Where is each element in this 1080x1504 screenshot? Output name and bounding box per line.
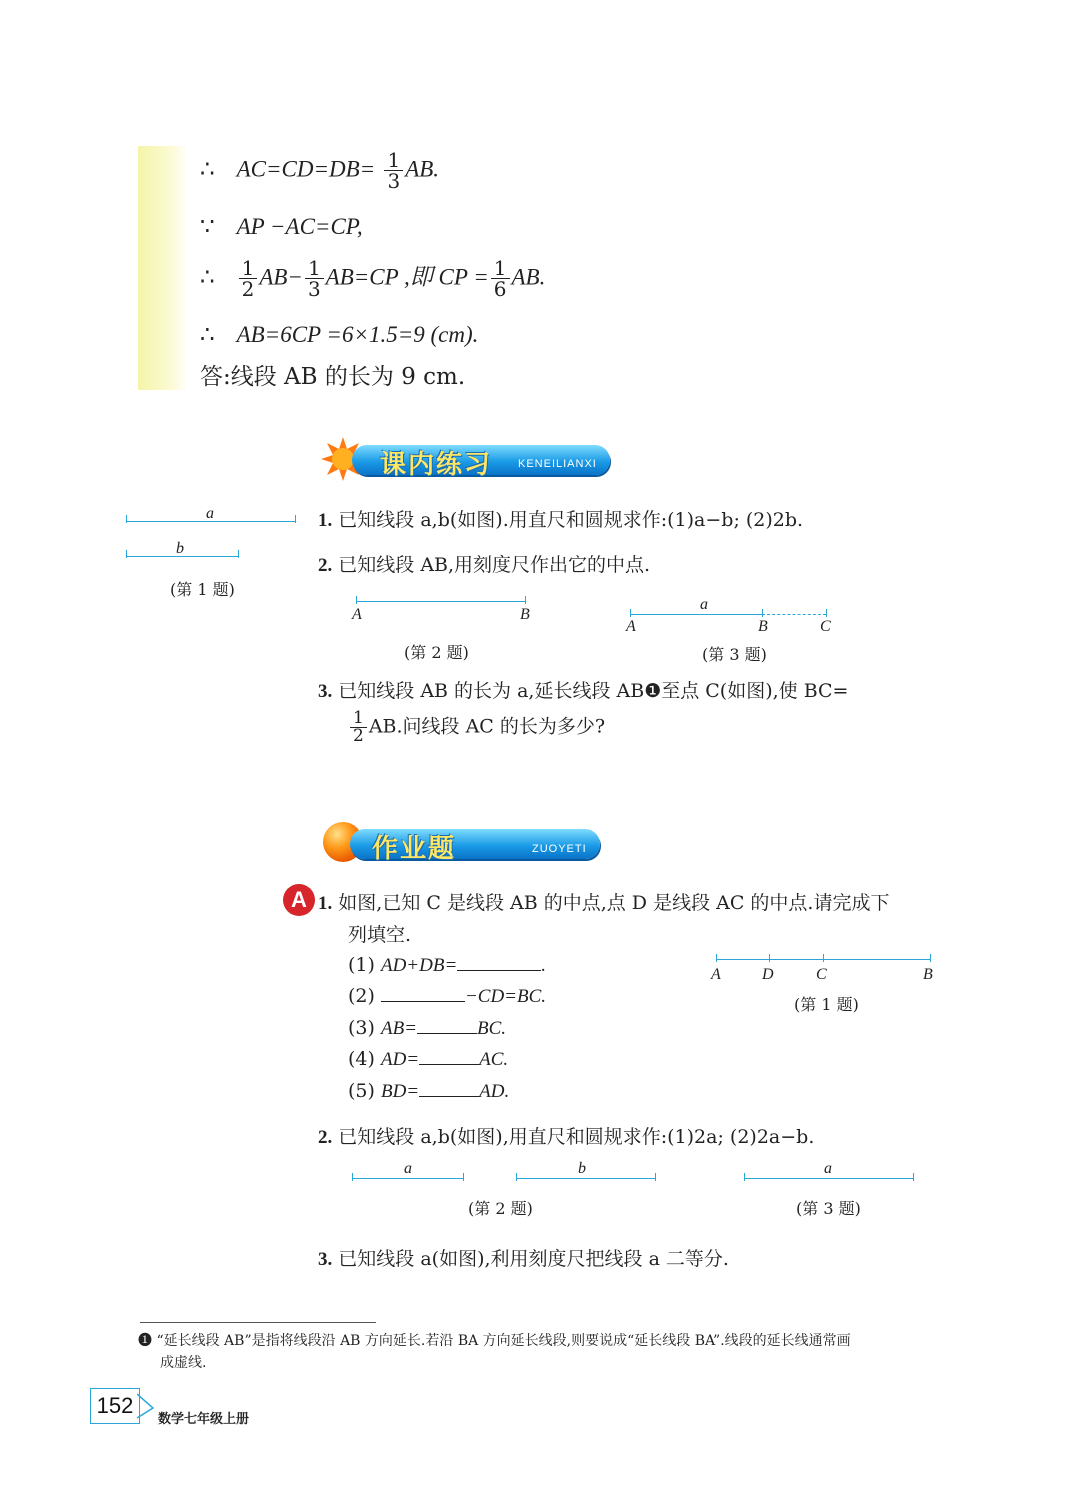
question-text: AB.问线段 AC 的长为多少?	[368, 715, 606, 738]
homework-question-2	[318, 1122, 814, 1149]
point-C	[826, 609, 827, 617]
equation-text: AB.	[405, 156, 440, 182]
therefore-symbol: ∴	[200, 322, 215, 348]
homework-question-1	[318, 888, 889, 915]
question-number: 3.	[318, 1249, 333, 1270]
footnote-marker: ❶	[138, 1333, 152, 1349]
fraction: $\frac{1}{3}$	[384, 150, 403, 191]
segment-b-end	[655, 1173, 656, 1181]
figure-caption: (第 2 题)	[468, 1199, 533, 1218]
item-text: AD=	[380, 1049, 420, 1070]
fill-blank[interactable]	[419, 1046, 479, 1065]
solution-answer: 答:线段 AB 的长为 9 cm.	[200, 364, 466, 390]
question-number: 3.	[318, 681, 333, 702]
figure-3-segment-ABC	[622, 596, 842, 666]
label-b: b	[176, 540, 184, 557]
question-text: 已知线段 a(如图),利用刻度尺把线段 a 二等分.	[338, 1248, 729, 1270]
footnote-text-cont: 成虚线.	[160, 1355, 207, 1371]
practice-question-3-cont	[348, 710, 605, 745]
equation-text: AC=CD=DB=	[236, 156, 376, 182]
practice-question-2	[318, 550, 650, 577]
segment-b-end	[126, 550, 127, 558]
equation-text: AB.	[511, 264, 546, 290]
question-number: 1.	[318, 510, 333, 531]
segment-a-end	[463, 1173, 464, 1181]
label-A: A	[711, 966, 721, 983]
homework-question-3	[318, 1244, 729, 1271]
endpoint-A	[356, 596, 357, 604]
label-a: a	[404, 1160, 412, 1177]
practice-question-1	[318, 505, 803, 532]
figure-3-segment-a	[740, 1160, 920, 1220]
therefore-symbol: ∴	[200, 156, 215, 183]
fill-blank[interactable]	[419, 1078, 479, 1097]
figure-1-segment-ADCB	[708, 952, 938, 1018]
figure-caption: (第 1 题)	[794, 995, 859, 1014]
figure-caption: (第 3 题)	[702, 645, 767, 664]
label-A: A	[626, 618, 636, 635]
fill-blank[interactable]	[457, 952, 541, 971]
fill-blank[interactable]	[381, 983, 465, 1002]
fill-blank[interactable]	[417, 1015, 477, 1034]
fraction: $\frac{1}{6}$	[491, 258, 510, 299]
solution-line-4	[200, 322, 478, 348]
segment-a	[126, 521, 296, 522]
fill-item-4	[348, 1046, 508, 1071]
segment-AB	[356, 601, 526, 602]
question-number: 1.	[318, 893, 333, 914]
fraction: $\frac{1}{2}$	[239, 258, 258, 299]
question-text: 如图,已知 C 是线段 AB 的中点,点 D 是线段 AC 的中点.请完成下	[338, 892, 890, 914]
item-text: .	[541, 955, 547, 976]
segment-b	[516, 1178, 656, 1179]
item-text: BC.	[477, 1018, 507, 1039]
item-label: (5)	[348, 1080, 375, 1102]
section-subtitle-practice: KENEILIANXI	[518, 458, 597, 470]
figure-caption: (第 3 题)	[796, 1199, 861, 1218]
footnote-text: “延长线段 AB”是指将线段沿 AB 方向延长.若沿 BA 方向延长线段,则要说成“延长线段 BA”.线段的延长线通常画	[156, 1333, 851, 1349]
item-text: −CD=BC.	[464, 986, 547, 1007]
fraction: $\frac{1}{3}$	[305, 258, 324, 299]
practice-question-3	[318, 676, 848, 703]
item-label: (3)	[348, 1017, 375, 1039]
footnote-rule	[140, 1322, 376, 1323]
figure-2-segments-a-b	[348, 1160, 668, 1220]
solution-line-1	[200, 150, 439, 191]
segment-b-end	[238, 550, 239, 558]
question-text: 已知线段 AB 的长为 a,延长线段 AB❶至点 C(如图),使 BC=	[338, 680, 849, 702]
segment-b	[126, 556, 239, 557]
fill-item-3	[348, 1015, 506, 1040]
book-title: 数学七年级上册	[158, 1412, 250, 1427]
equation-text: AB=6CP =6×1.5=9 (cm).	[236, 322, 479, 347]
item-text: AD.	[479, 1081, 510, 1102]
label-a: a	[824, 1160, 832, 1177]
extension-BC-dashed	[762, 614, 826, 615]
item-text: AC.	[479, 1049, 509, 1070]
level-a-badge: A	[283, 884, 315, 916]
endpoint-B	[525, 596, 526, 604]
point-B	[930, 954, 931, 962]
segment-a-end	[913, 1173, 914, 1181]
section-title-homework: 作业题	[372, 834, 457, 864]
page-tab-arrow-icon	[137, 1392, 159, 1420]
because-symbol: ∵	[200, 214, 215, 240]
fill-item-2	[348, 983, 546, 1008]
segment-b-end	[516, 1173, 517, 1181]
figure-caption: (第 2 题)	[404, 643, 469, 662]
solution-line-3	[200, 258, 545, 299]
solution-highlight-bar	[138, 146, 188, 390]
point-B	[762, 609, 763, 617]
item-label: (4)	[348, 1048, 375, 1070]
point-D	[769, 954, 770, 962]
segment-a-end	[126, 515, 127, 523]
label-a: a	[206, 505, 214, 522]
section-title-practice: 课内练习	[380, 450, 493, 480]
item-text: BD=	[380, 1081, 420, 1102]
question-text: 已知线段 a,b(如图).用直尺和圆规求作:(1)a−b; (2)2b.	[338, 509, 804, 531]
homework-question-1-cont: 列填空.	[348, 924, 412, 946]
item-text: AB=	[380, 1018, 418, 1039]
point-A	[716, 954, 717, 962]
item-label: (2)	[348, 985, 375, 1007]
point-C	[823, 954, 824, 962]
label-C: C	[820, 618, 831, 635]
question-text: 已知线段 AB,用刻度尺作出它的中点.	[338, 554, 651, 576]
segment-a-end	[295, 515, 296, 523]
segment-AB	[630, 614, 762, 615]
fill-item-5	[348, 1078, 509, 1103]
figure-2-segment-AB	[348, 594, 548, 664]
therefore-symbol: ∴	[200, 264, 215, 291]
equation-text: AB=CP ,即 CP =	[325, 264, 489, 290]
label-B: B	[923, 966, 933, 983]
item-label: (1)	[348, 954, 375, 976]
solution-line-2	[200, 214, 363, 240]
page-number: 152	[90, 1388, 140, 1424]
question-number: 2.	[318, 1127, 333, 1148]
section-subtitle-homework: ZUOYETI	[532, 843, 587, 855]
label-A: A	[352, 606, 362, 623]
segment-a	[352, 1178, 464, 1179]
footnote	[138, 1330, 948, 1350]
item-text: AD+DB=	[380, 955, 458, 976]
figure-1-segments-a-b	[124, 505, 299, 605]
question-text: 已知线段 a,b(如图),用直尺和圆规求作:(1)2a; (2)2a−b.	[338, 1126, 815, 1148]
equation-text: AB−	[259, 264, 303, 290]
label-D: D	[762, 966, 774, 983]
segment-a-end	[744, 1173, 745, 1181]
equation-text: AP −AC=CP,	[236, 214, 363, 239]
fraction: $\frac{1}{2}$	[350, 710, 367, 745]
label-C: C	[816, 966, 827, 983]
label-a: a	[700, 596, 708, 613]
fill-item-1	[348, 952, 546, 977]
label-B: B	[758, 618, 768, 635]
label-b: b	[578, 1160, 586, 1177]
figure-caption: (第 1 题)	[170, 580, 235, 599]
segment-a-end	[352, 1173, 353, 1181]
segment-a	[744, 1178, 914, 1179]
question-number: 2.	[318, 555, 333, 576]
endpoint-A	[630, 609, 631, 617]
label-B: B	[520, 606, 530, 623]
